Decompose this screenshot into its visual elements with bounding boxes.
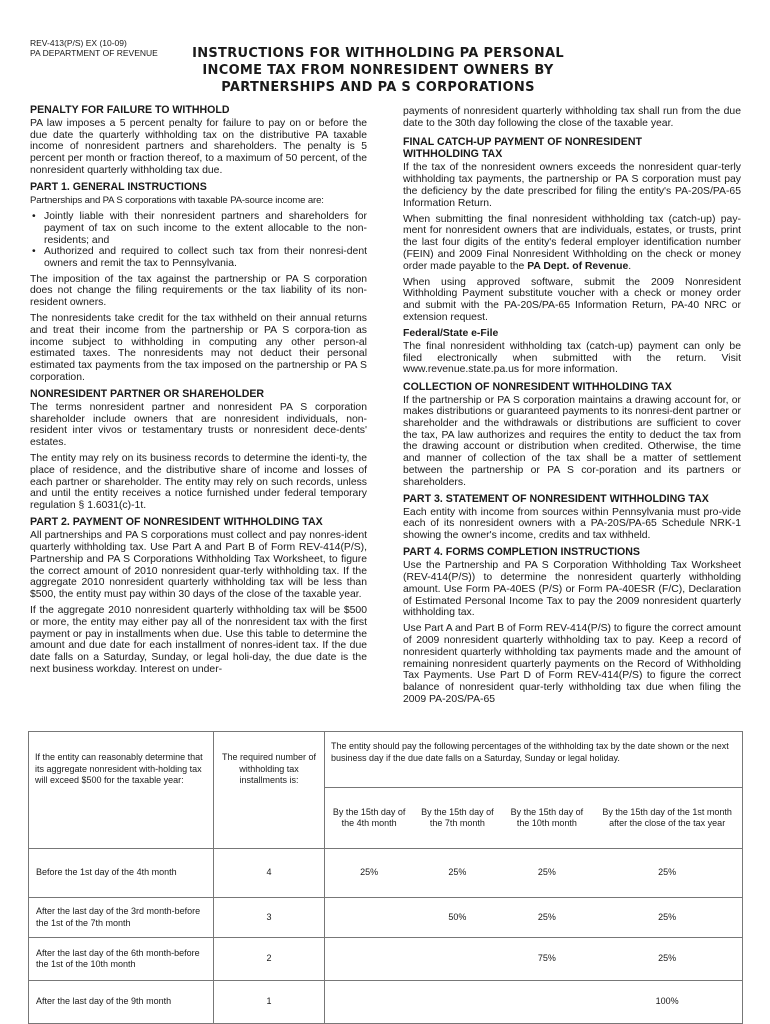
row-installments: 2 <box>214 938 325 981</box>
row-installments: 1 <box>214 981 325 1024</box>
part1-list <box>30 211 367 270</box>
row-percent-4th <box>325 898 414 938</box>
due-date-header-after-year: By the 15th day of the 1st month after the close of the tax year <box>592 788 742 849</box>
part2-paragraph-1: All partnerships and PA S corporations must collect and pay nonres-ident quarterly withholding tax. Use Part A and Part B of Form REV-414(P/S), Partnership and PA S Corporations Withholding Tax Worksheet, to figure the correct amount of 2010 nonresident quar-terly withholding tax. If the aggregate 2010 nonresident quarterly withholding tax will be less than $500, the entity must pay within 30 days of the close of the taxable year. <box>30 530 367 600</box>
row-percent-4th <box>325 938 414 981</box>
title-line-3: PARTNERSHIPS AND PA S CORPORATIONS <box>221 80 535 95</box>
part3-heading: PART 3. STATEMENT OF NONRESIDENT WITHHOLDING TAX <box>403 492 709 505</box>
catchup-heading-line-1: FINAL CATCH-UP PAYMENT OF NONRESIDENT <box>403 136 642 149</box>
catchup-heading-line-2: WITHHOLDING TAX <box>403 148 503 161</box>
row-percent-7th: 50% <box>413 898 501 938</box>
form-code: REV-413(P/S) EX (10-09) <box>30 38 127 48</box>
table-row <box>29 849 743 898</box>
condition-column-header: If the entity can reasonably determine that its aggregate nonresident with-holding tax will exceed $500 for the taxable year: <box>29 732 214 849</box>
catchup-paragraph-2-text: When submitting the final nonresident withholding tax (catch-up) pay-ment for nonresident owners that are individuals, estates, or trusts, print the last four digits of the entity's federal employer identification number (FEIN) and 2009 Final Nonresident Withholding on the check or money order made payable to the <box>403 213 741 272</box>
catchup-paragraph-2-end: . <box>628 260 632 272</box>
part4-paragraph-2: Use Part A and Part B of Form REV-414(P/S) to figure the correct amount of 2009 nonresident quarterly withholding tax to pay. Keep a record of nonresident quarterly withholding tax payments made and the amount of remaining nonresident quarterly payments on the Record of Withholding Tax Payments. Use Part D of Form REV-414(P/S) to figure the correct balance of nonresident quar-terly withholding tax due when filing the 2009 PA-20S/PA-65 <box>403 623 741 705</box>
continued-text: payments of nonresident quarterly withholding tax shall run from the due date to the 30th day following the close of the taxable year. <box>403 106 741 129</box>
part1-bullet-1: • Jointly liable with their nonresident partners and shareholders for payment of tax on such income to the extent allocable to the non-residents; and <box>30 211 367 246</box>
part2-heading: PART 2. PAYMENT OF NONRESIDENT WITHHOLDING TAX <box>30 516 323 529</box>
part1-heading: PART 1. GENERAL INSTRUCTIONS <box>30 181 207 194</box>
penalty-heading: PENALTY FOR FAILURE TO WITHHOLD <box>30 104 230 116</box>
row-percent-10th: 75% <box>502 938 593 981</box>
efile-heading: Federal/State e-File <box>403 328 499 340</box>
part1-intro: Partnerships and PA S corporations with taxable PA-source income are: <box>30 195 324 207</box>
part4-paragraph-1: Use the Partnership and PA S Corporation Withholding Tax Worksheet (REV-414(P/S)) to determine the nonresident quarterly withholding amount. Use Form PA-40ES (P/S) or Form PA-40ESR (F/C), Declaration of Estimated Personal Income Tax to pay the 2009 nonresident quarterly withholding tax. <box>403 560 741 619</box>
nonresident-heading: NONRESIDENT PARTNER OR SHAREHOLDER <box>30 388 265 401</box>
percentages-header: The entity should pay the following percentages of the withholding tax by the date shown or the next business day if the due date falls on a Saturday, Sunday or legal holiday. <box>325 732 743 788</box>
table-row <box>29 938 743 981</box>
row-percent-7th: 25% <box>413 849 501 898</box>
installment-schedule-table <box>28 731 743 1024</box>
row-condition: After the last day of the 3rd month-before the 1st of the 7th month <box>29 898 214 938</box>
due-date-header-4th-month: By the 15th day of the 4th month <box>325 788 414 849</box>
row-condition: Before the 1st day of the 4th month <box>29 849 214 898</box>
installments-column-header: The required number of withholding tax installments is: <box>214 732 325 849</box>
due-date-header-10th-month: By the 15th day of the 10th month <box>502 788 593 849</box>
nonresident-paragraph-2: The entity may rely on its business records to determine the identi-ty, the place of residence, and the distributive share of income and losses of each partner or shareholder. The entity may rely on such records, unless and until the entity receives a notice furnished under federal temporary regulation § 1.6031(c)-1t. <box>30 453 367 512</box>
row-percent-after-year: 25% <box>592 849 742 898</box>
part2-paragraph-2: If the aggregate 2010 nonresident quarterly withholding tax will be $500 or more, the entity may either pay all of the nonresident tax with the first payment or pay in installments when due. Use this table to determine the amount and due date for each installment of nonres-ident tax. If the due date falls on a Saturday, Sunday, or legal holi-day, the due date is the next business workday. Interest on under- <box>30 605 367 675</box>
collection-heading: COLLECTION OF NONRESIDENT WITHHOLDING TAX <box>403 380 672 393</box>
row-percent-after-year: 25% <box>592 938 742 981</box>
row-percent-7th <box>413 938 501 981</box>
catchup-paragraph-3: When using approved software, submit the 2009 Nonresident Withholding Payment substitute voucher with a check or money order and submit with the PA-20S/PA-65 Information Return, PA-40 NRC or extension request. <box>403 276 741 323</box>
table-row <box>29 898 743 938</box>
part1-paragraph-2: The imposition of the tax against the partnership or PA S corporation does not change the filing requirements or the tax liability of its non-resident owners. <box>30 273 367 309</box>
right-column <box>403 106 741 710</box>
row-percent-10th: 25% <box>502 849 593 898</box>
catchup-paragraph-2 <box>403 214 741 273</box>
row-percent-10th: 25% <box>502 898 593 938</box>
row-percent-after-year: 100% <box>592 981 742 1024</box>
form-identifier <box>30 38 158 58</box>
row-installments: 3 <box>214 898 325 938</box>
title-line-2: INCOME TAX FROM NONRESIDENT OWNERS BY <box>202 63 554 78</box>
row-condition: After the last day of the 6th month-before the 1st of the 10th month <box>29 938 214 981</box>
left-column <box>30 104 367 680</box>
part3-paragraph: Each entity with income from sources within Pennsylvania must pro-vide each of its nonresident owners with a PA-20S/PA-65 Schedule NRK-1 showing the owner's income, credits and tax withheld. <box>403 506 741 542</box>
page-title <box>168 45 588 96</box>
catchup-heading <box>403 136 741 160</box>
row-percent-4th: 25% <box>325 849 414 898</box>
row-percent-10th <box>502 981 593 1024</box>
title-line-1: INSTRUCTIONS FOR WITHHOLDING PA PERSONAL <box>192 46 564 61</box>
department-name: PA DEPARTMENT OF REVENUE <box>30 48 158 58</box>
part1-paragraph-3: The nonresidents take credit for the tax withheld on their annual returns and treat their income from the partnership or PA S corpora-tion as income subject to withholding in computing any other person-al estimated taxes. The nonresidents may not deduct their personal estimated tax payments from the tax imposed on the partnership or PA S corporation. <box>30 313 367 383</box>
row-percent-after-year: 25% <box>592 898 742 938</box>
row-percent-4th <box>325 981 414 1024</box>
row-condition: After the last day of the 9th month <box>29 981 214 1024</box>
catchup-paragraph-1: If the tax of the nonresident owners exceeds the nonresident quar-terly withholding tax payments, the partnership or PA S corporation must pay the deficiency by the date prescribed for filing the entity's PA-20S/PA-65 Information Return. <box>403 162 741 209</box>
collection-paragraph: If the partnership or PA S corporation maintains a drawing account for, or makes distributions or guaranteed payments to its nonresi-dent partner or shareholder and the withdrawals or distributions are sufficient to cover the tax, PA law authorizes and requires the entity to deduct the tax from the drawing account or distribution when credited. Otherwise, the time and manner of collection of the tax shall be a matter of settlement between the partnership or PA S cor-poration and its partners or shareholders. <box>403 394 741 488</box>
due-date-header-7th-month: By the 15th day of the 7th month <box>413 788 501 849</box>
nonresident-paragraph-1: The terms nonresident partner and nonresident PA S corporation shareholder include owners that are nonresident individuals, non-resident inter vivos or testamentary trusts or nonresident dece-dents' estates. <box>30 402 367 449</box>
penalty-text: PA law imposes a 5 percent penalty for failure to pay on or before the due date the quarterly withholding tax on the distributive PA taxable income of nonresident partners and shareholders. The penalty is 5 percent per month or fraction thereof, to a maximum of 50 percent, of the nonresident quarterly withholding tax due. <box>30 118 367 176</box>
part1-bullet-2: • Authorized and required to collect such tax from their nonresi-dent owners and remit the tax to Pennsylvania. <box>30 246 367 269</box>
payee-name: PA Dept. of Revenue <box>527 260 629 272</box>
efile-paragraph: The final nonresident withholding tax (catch-up) payment can only be filed electronically when submitted with the return. Visit www.revenue.state.pa.us for more information. <box>403 341 741 376</box>
part4-heading: PART 4. FORMS COMPLETION INSTRUCTIONS <box>403 546 640 559</box>
table-row <box>29 981 743 1024</box>
row-installments: 4 <box>214 849 325 898</box>
row-percent-7th <box>413 981 501 1024</box>
